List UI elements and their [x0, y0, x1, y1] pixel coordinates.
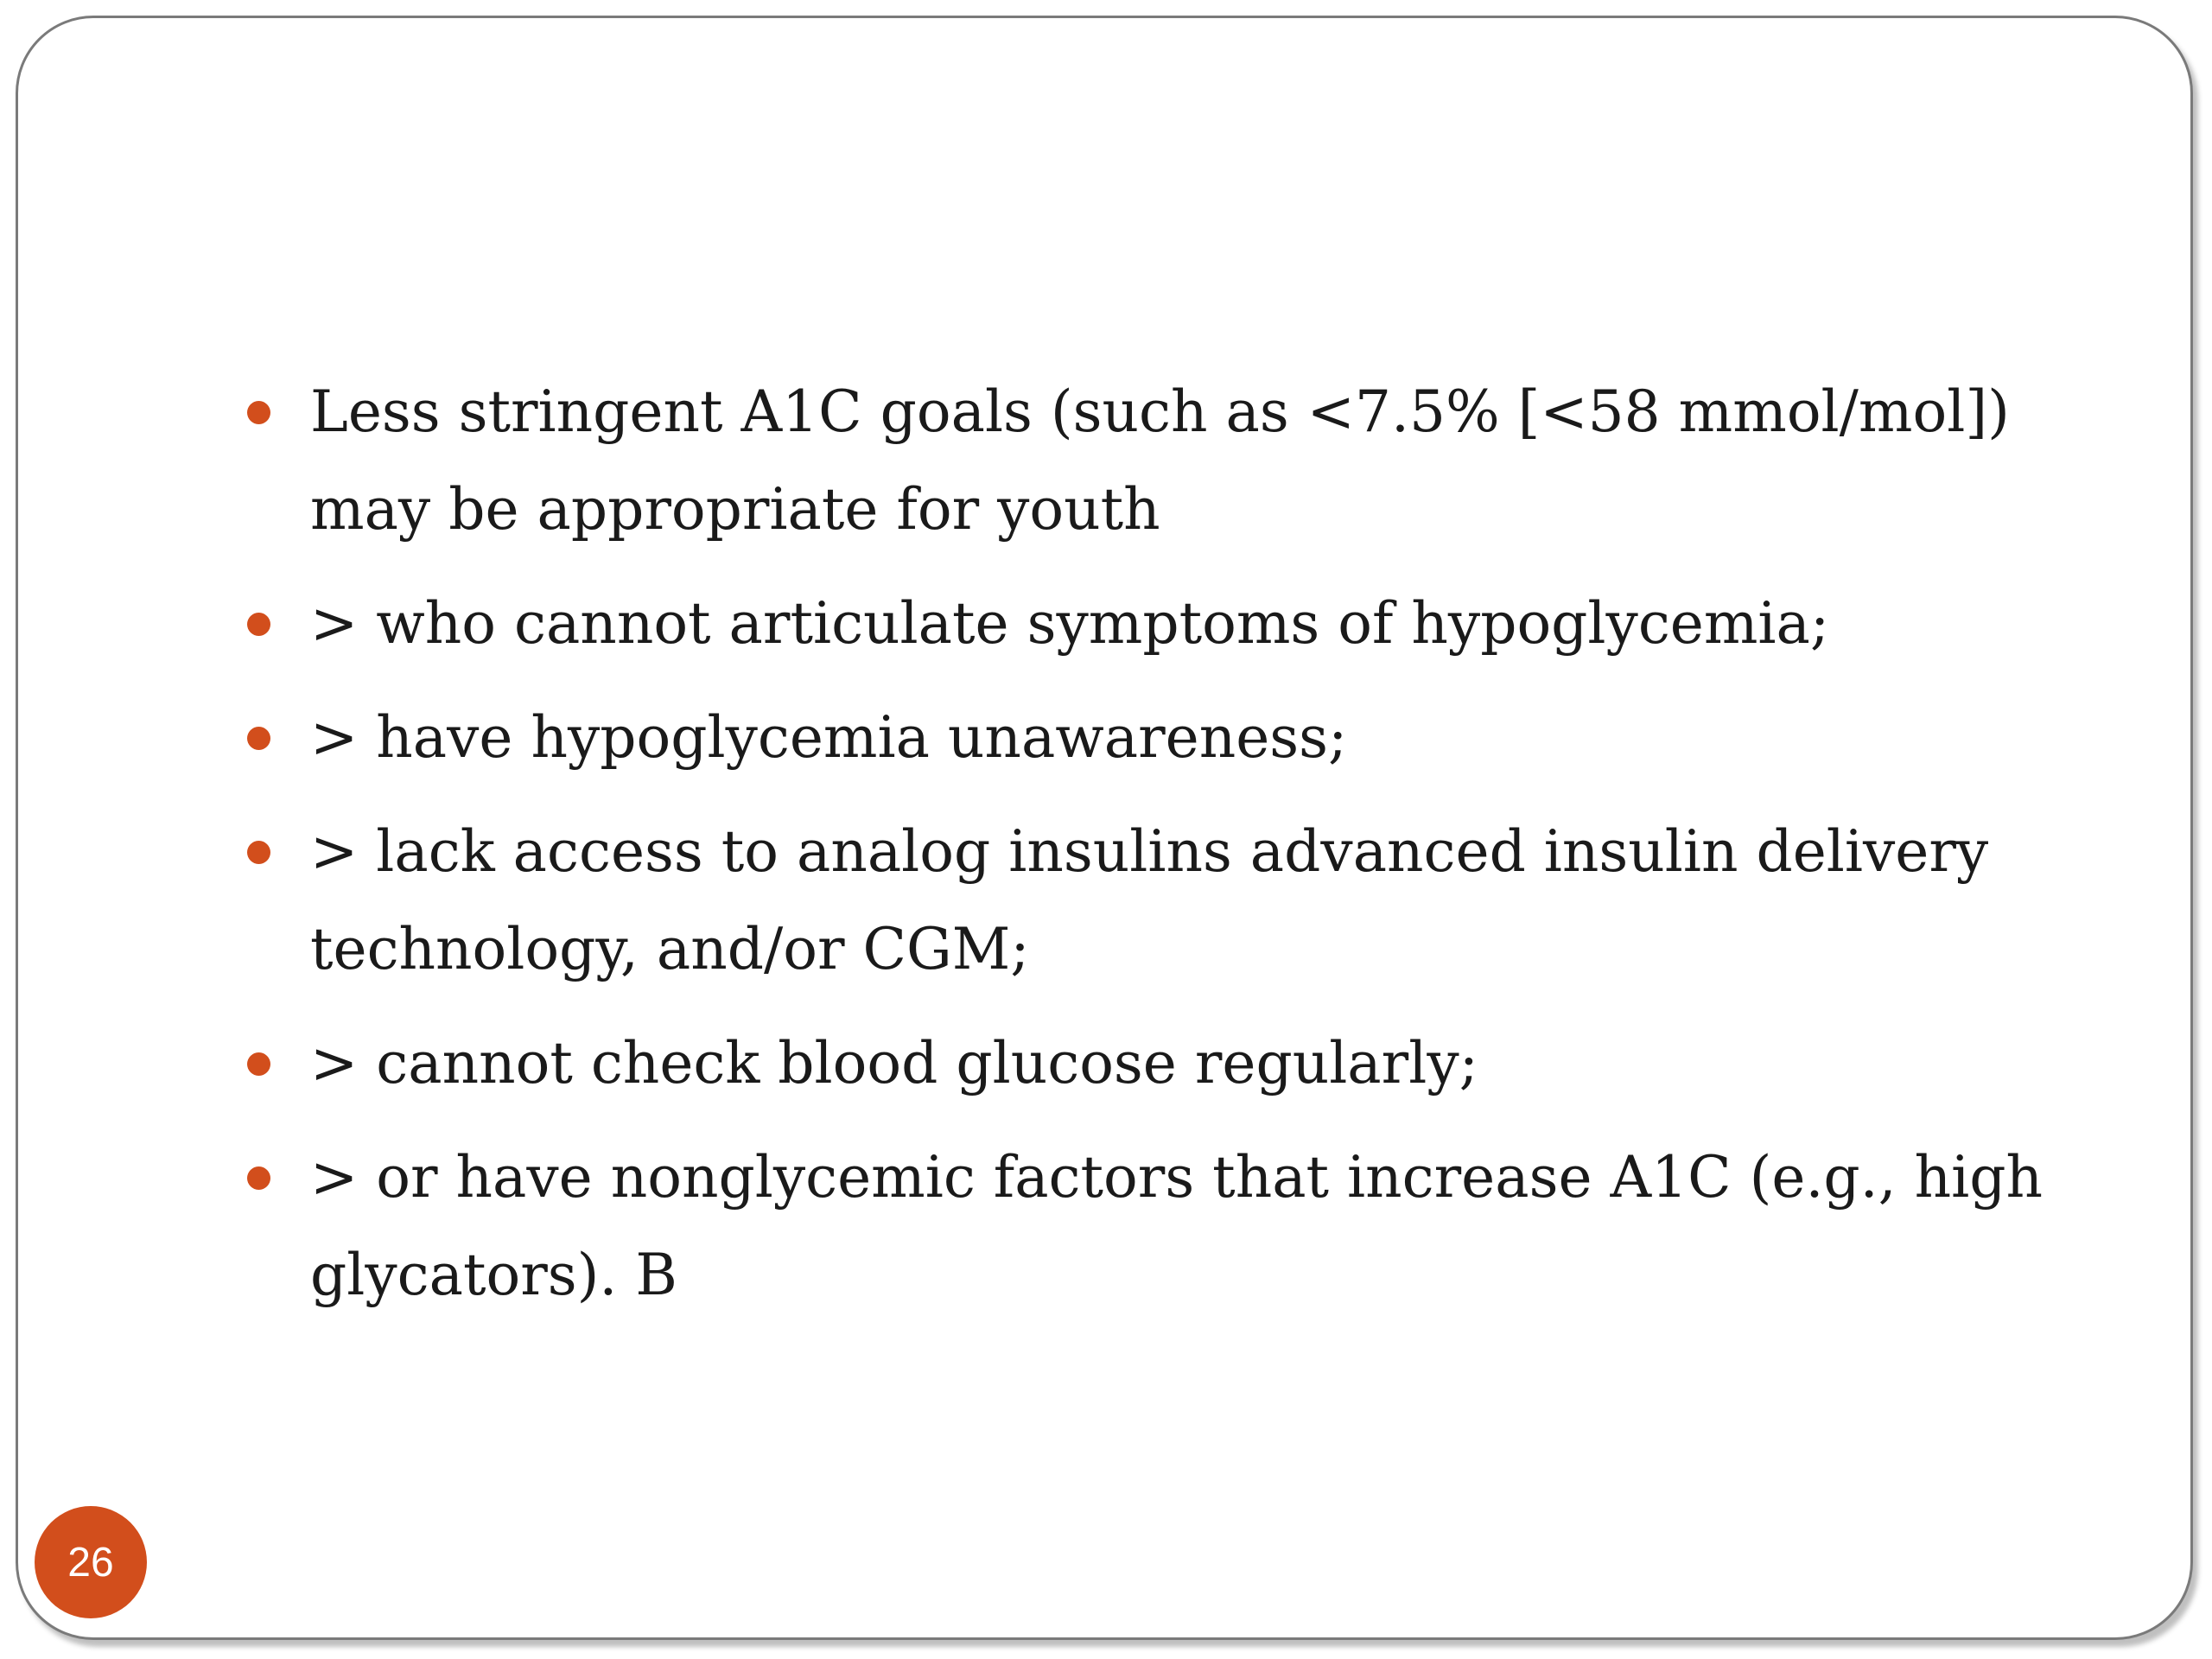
bullet-text: > who cannot articulate symptoms of hypoglycemia;: [310, 590, 1830, 657]
bullet-text: > have hypoglycemia unawareness;: [310, 704, 1348, 771]
bullet-dot-icon: [247, 613, 270, 636]
bullet-dot-icon: [247, 841, 270, 864]
bullet-item-6: [240, 1128, 2072, 1324]
bullet-text: > or have nonglycemic factors that increase A1C (e.g., high glycators). B: [310, 1144, 2043, 1308]
page-number-badge: [35, 1506, 147, 1618]
bullet-item-4: [240, 803, 2072, 998]
bullet-text: Less stringent A1C goals (such as <7.5% [<58 mmol/mol]) may be appropriate for youth: [310, 378, 2010, 543]
bullet-dot-icon: [247, 1166, 270, 1190]
bullet-dot-icon: [247, 727, 270, 750]
bullet-text: > cannot check blood glucose regularly;: [310, 1030, 1478, 1096]
bullet-dot-icon: [247, 1052, 270, 1076]
bullet-list: [240, 363, 2072, 1340]
bullet-item-3: [240, 689, 2072, 786]
bullet-item-1: [240, 363, 2072, 558]
bullet-item-2: [240, 575, 2072, 672]
bullet-text: > lack access to analog insulins advanced insulin delivery technology, and/or CGM;: [310, 818, 1989, 982]
bullet-dot-icon: [247, 401, 270, 424]
page-number: 26: [67, 1539, 114, 1586]
bullet-item-5: [240, 1014, 2072, 1112]
